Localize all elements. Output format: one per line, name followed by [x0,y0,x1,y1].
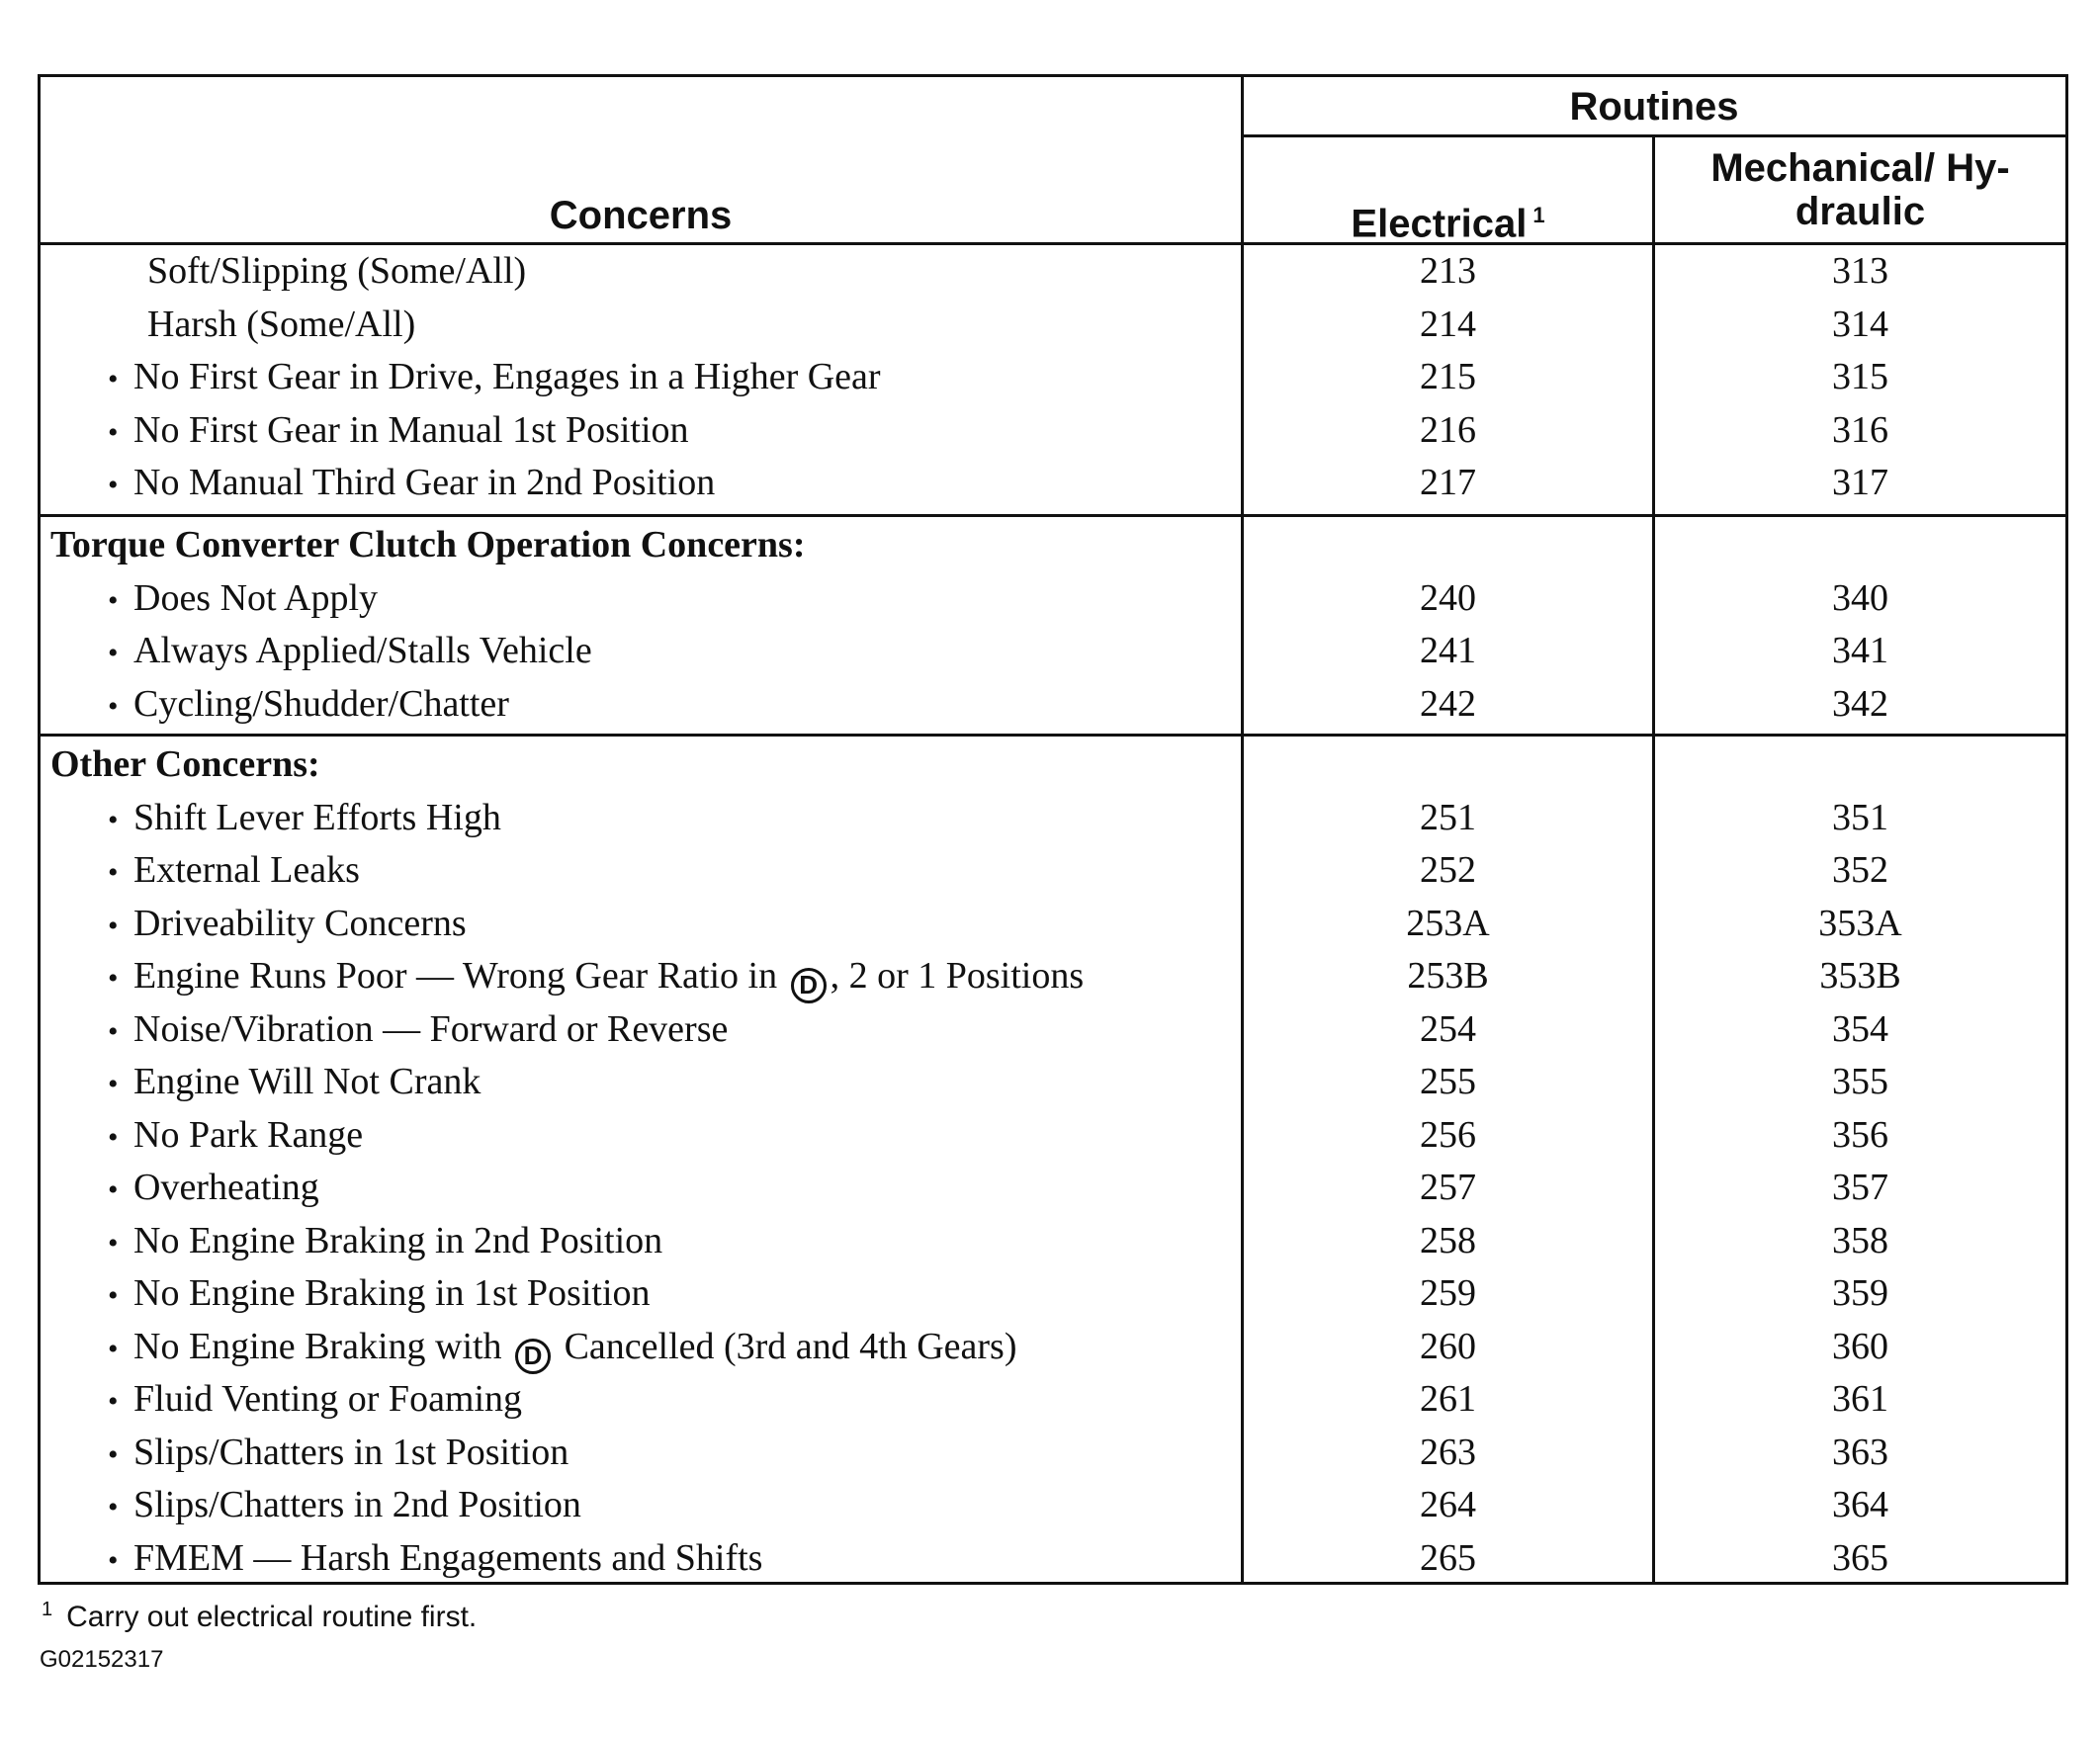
mechanical-routine-cell: 353B [1819,955,1901,997]
electrical-header [1244,194,1652,245]
concern-cell: • Cycling/Shudder/Chatter [50,678,1227,732]
mechanical-routine-cell: 360 [1832,1325,1888,1367]
table-row [41,1267,2065,1321]
table-row [41,1056,2065,1109]
table-row [41,1109,2065,1163]
table-row [41,1003,2065,1057]
concern-cell: • No First Gear in Drive, Engages in a Higher Gear [50,351,1227,404]
electrical-routine-cell: 258 [1420,1219,1476,1261]
concern-cell: • Engine Will Not Crank [50,1056,1227,1109]
bullet: • [108,1332,119,1365]
mechanical-routine-cell: 353A [1818,902,1902,944]
electrical-routine-cell: 216 [1420,408,1476,451]
mechanical-routine-cell: 356 [1832,1113,1888,1156]
mechanical-routine-cell: 342 [1832,682,1888,725]
bullet: • [108,856,119,889]
mechanical-header [1655,146,2065,233]
electrical-routine-cell: 261 [1420,1378,1476,1420]
section-shift-concerns [41,245,2065,510]
electrical-routine-cell: 217 [1420,462,1476,503]
table-row [41,1215,2065,1268]
mechanical-routine-cell: 316 [1832,408,1888,451]
concern-cell: • Does Not Apply [50,572,1227,626]
electrical-routine-cell: 241 [1420,630,1476,671]
mechanical-routine-cell: 340 [1832,576,1888,619]
mechanical-routine-cell: 351 [1832,796,1888,838]
mechanical-routine-cell: 317 [1832,462,1888,503]
electrical-routine-cell: 259 [1420,1272,1476,1314]
bullet: • [108,363,119,395]
section-title-row [41,519,2065,572]
footnote [42,1592,477,1635]
mechanical-routine-cell: 354 [1832,1007,1888,1050]
table-row [41,245,2065,299]
mechanical-routine-cell: 313 [1832,250,1888,292]
section-torque-converter [41,519,2065,731]
mechanical-routine-cell: 355 [1832,1061,1888,1102]
concern-cell: • No First Gear in Manual 1st Position [50,404,1227,458]
table-row [41,678,2065,732]
section-divider-other [41,734,2065,737]
table-row [41,792,2065,845]
electrical-routine-cell: 256 [1420,1113,1476,1156]
footnote-marker: 1 [42,1599,53,1620]
table-row [41,1162,2065,1215]
concern-cell: • No Engine Braking in 2nd Position [50,1215,1227,1268]
concern-cell: • Fluid Venting or Foaming [50,1373,1227,1427]
electrical-routine-cell: 254 [1420,1007,1476,1050]
electrical-routine-cell: 264 [1420,1484,1476,1525]
concern-cell: • Slips/Chatters in 2nd Position [50,1479,1227,1532]
bullet: • [108,1120,119,1154]
concern-cell: • Overheating [50,1162,1227,1215]
concern-cell: • External Leaks [50,844,1227,898]
bullet: • [108,1385,119,1418]
bullet: • [108,803,119,836]
mechanical-routine-cell: 352 [1832,849,1888,891]
electrical-routine-cell: 257 [1420,1167,1476,1208]
concern-cell: Harsh (Some/All) [147,303,416,345]
mechanical-routine-cell: 314 [1832,303,1888,345]
table-row [41,1479,2065,1532]
mechanical-routine-cell: 361 [1832,1378,1888,1420]
electrical-routine-cell: 252 [1420,849,1476,891]
electrical-header-label: Electrical [1351,202,1528,246]
table-row [41,351,2065,404]
table-row [41,844,2065,898]
mechanical-routine-cell: 357 [1832,1167,1888,1208]
electrical-routine-cell: 263 [1420,1431,1476,1473]
mechanical-routine-cell: 358 [1832,1219,1888,1261]
mechanical-routine-cell: 363 [1832,1431,1888,1473]
bullet: • [108,1226,119,1259]
section-other-concerns [41,738,2065,1585]
bullet: • [108,583,119,617]
mechanical-header-line2: draulic [1794,190,1926,233]
bullet: • [108,1173,119,1206]
electrical-routine-cell: 251 [1420,796,1476,838]
section-divider-torque [41,514,2065,517]
concern-cell: • FMEM — Harsh Engagements and Shifts [50,1532,1227,1586]
concern-cell: Soft/Slipping (Some/All) [147,250,527,292]
footnote-text: Carry out electrical routine first. [66,1601,478,1633]
bullet: • [108,469,119,501]
mechanical-routine-cell: 315 [1832,356,1888,397]
bullet: • [108,909,119,942]
bullet: • [108,1068,119,1100]
figure-id: G02152317 [40,1646,164,1673]
electrical-routine-cell: 240 [1420,576,1476,619]
bullet: • [108,1279,119,1312]
table-row [41,404,2065,458]
table-row [41,950,2065,1003]
concern-cell: • No Engine Braking with D Cancelled (3rd and 4th Gears) [50,1321,1227,1374]
mechanical-header-line1: Mechanical/ Hy- [1710,146,2010,190]
table-row [41,625,2065,678]
concern-cell: • Noise/Vibration — Forward or Reverse [50,1003,1227,1057]
bullet: • [108,1491,119,1523]
electrical-routine-cell: 213 [1420,250,1476,292]
bullet: • [108,1543,119,1577]
concern-cell: • No Manual Third Gear in 2nd Position [50,457,1227,510]
section-title: Other Concerns: [50,743,320,785]
electrical-routine-cell: 253B [1407,955,1489,997]
mechanical-routine-cell: 365 [1832,1536,1888,1579]
table-row [41,299,2065,352]
table-row [41,1532,2065,1586]
bullet: • [108,1014,119,1048]
table-row [41,1373,2065,1427]
electrical-routine-cell: 214 [1420,303,1476,345]
routines-header-rule [1244,134,2065,137]
section-title-row [41,738,2065,792]
concern-cell: • No Park Range [50,1109,1227,1163]
section-title: Torque Converter Clutch Operation Concerns: [50,524,806,565]
electrical-routine-cell: 215 [1420,356,1476,397]
drive-position-symbol: D [515,1339,551,1374]
mechanical-routine-cell: 341 [1832,630,1888,671]
bullet: • [108,637,119,669]
concern-cell: • No Engine Braking in 1st Position [50,1267,1227,1321]
concern-cell: • Engine Runs Poor — Wrong Gear Ratio in D , 2 or 1 Positions [50,950,1227,1003]
electrical-routine-cell: 265 [1420,1536,1476,1579]
table-row [41,1321,2065,1374]
electrical-footnote-ref: 1 [1532,203,1545,227]
mechanical-routine-cell: 359 [1832,1272,1888,1314]
electrical-routine-cell: 253A [1406,902,1490,944]
mechanical-routine-cell: 364 [1832,1484,1888,1525]
drive-position-symbol: D [791,968,827,1003]
concern-cell: • Always Applied/Stalls Vehicle [50,625,1227,678]
concerns-header: Concerns [549,194,733,237]
routines-header: Routines [1569,85,1739,129]
concern-cell: • Shift Lever Efforts High [50,792,1227,845]
table-row [41,1427,2065,1480]
electrical-routine-cell: 260 [1420,1325,1476,1367]
table-row [41,572,2065,626]
electrical-routine-cell: 242 [1420,682,1476,725]
electrical-routine-cell: 255 [1420,1061,1476,1102]
concern-cell: • Driveability Concerns [50,898,1227,951]
bullet: • [108,962,119,995]
concern-cell: • Slips/Chatters in 1st Position [50,1427,1227,1480]
bullet: • [108,415,119,449]
table-row [41,898,2065,951]
table-row [41,457,2065,510]
bullet: • [108,689,119,723]
diagnostic-routines-table [38,74,2068,1585]
bullet: • [108,1437,119,1471]
